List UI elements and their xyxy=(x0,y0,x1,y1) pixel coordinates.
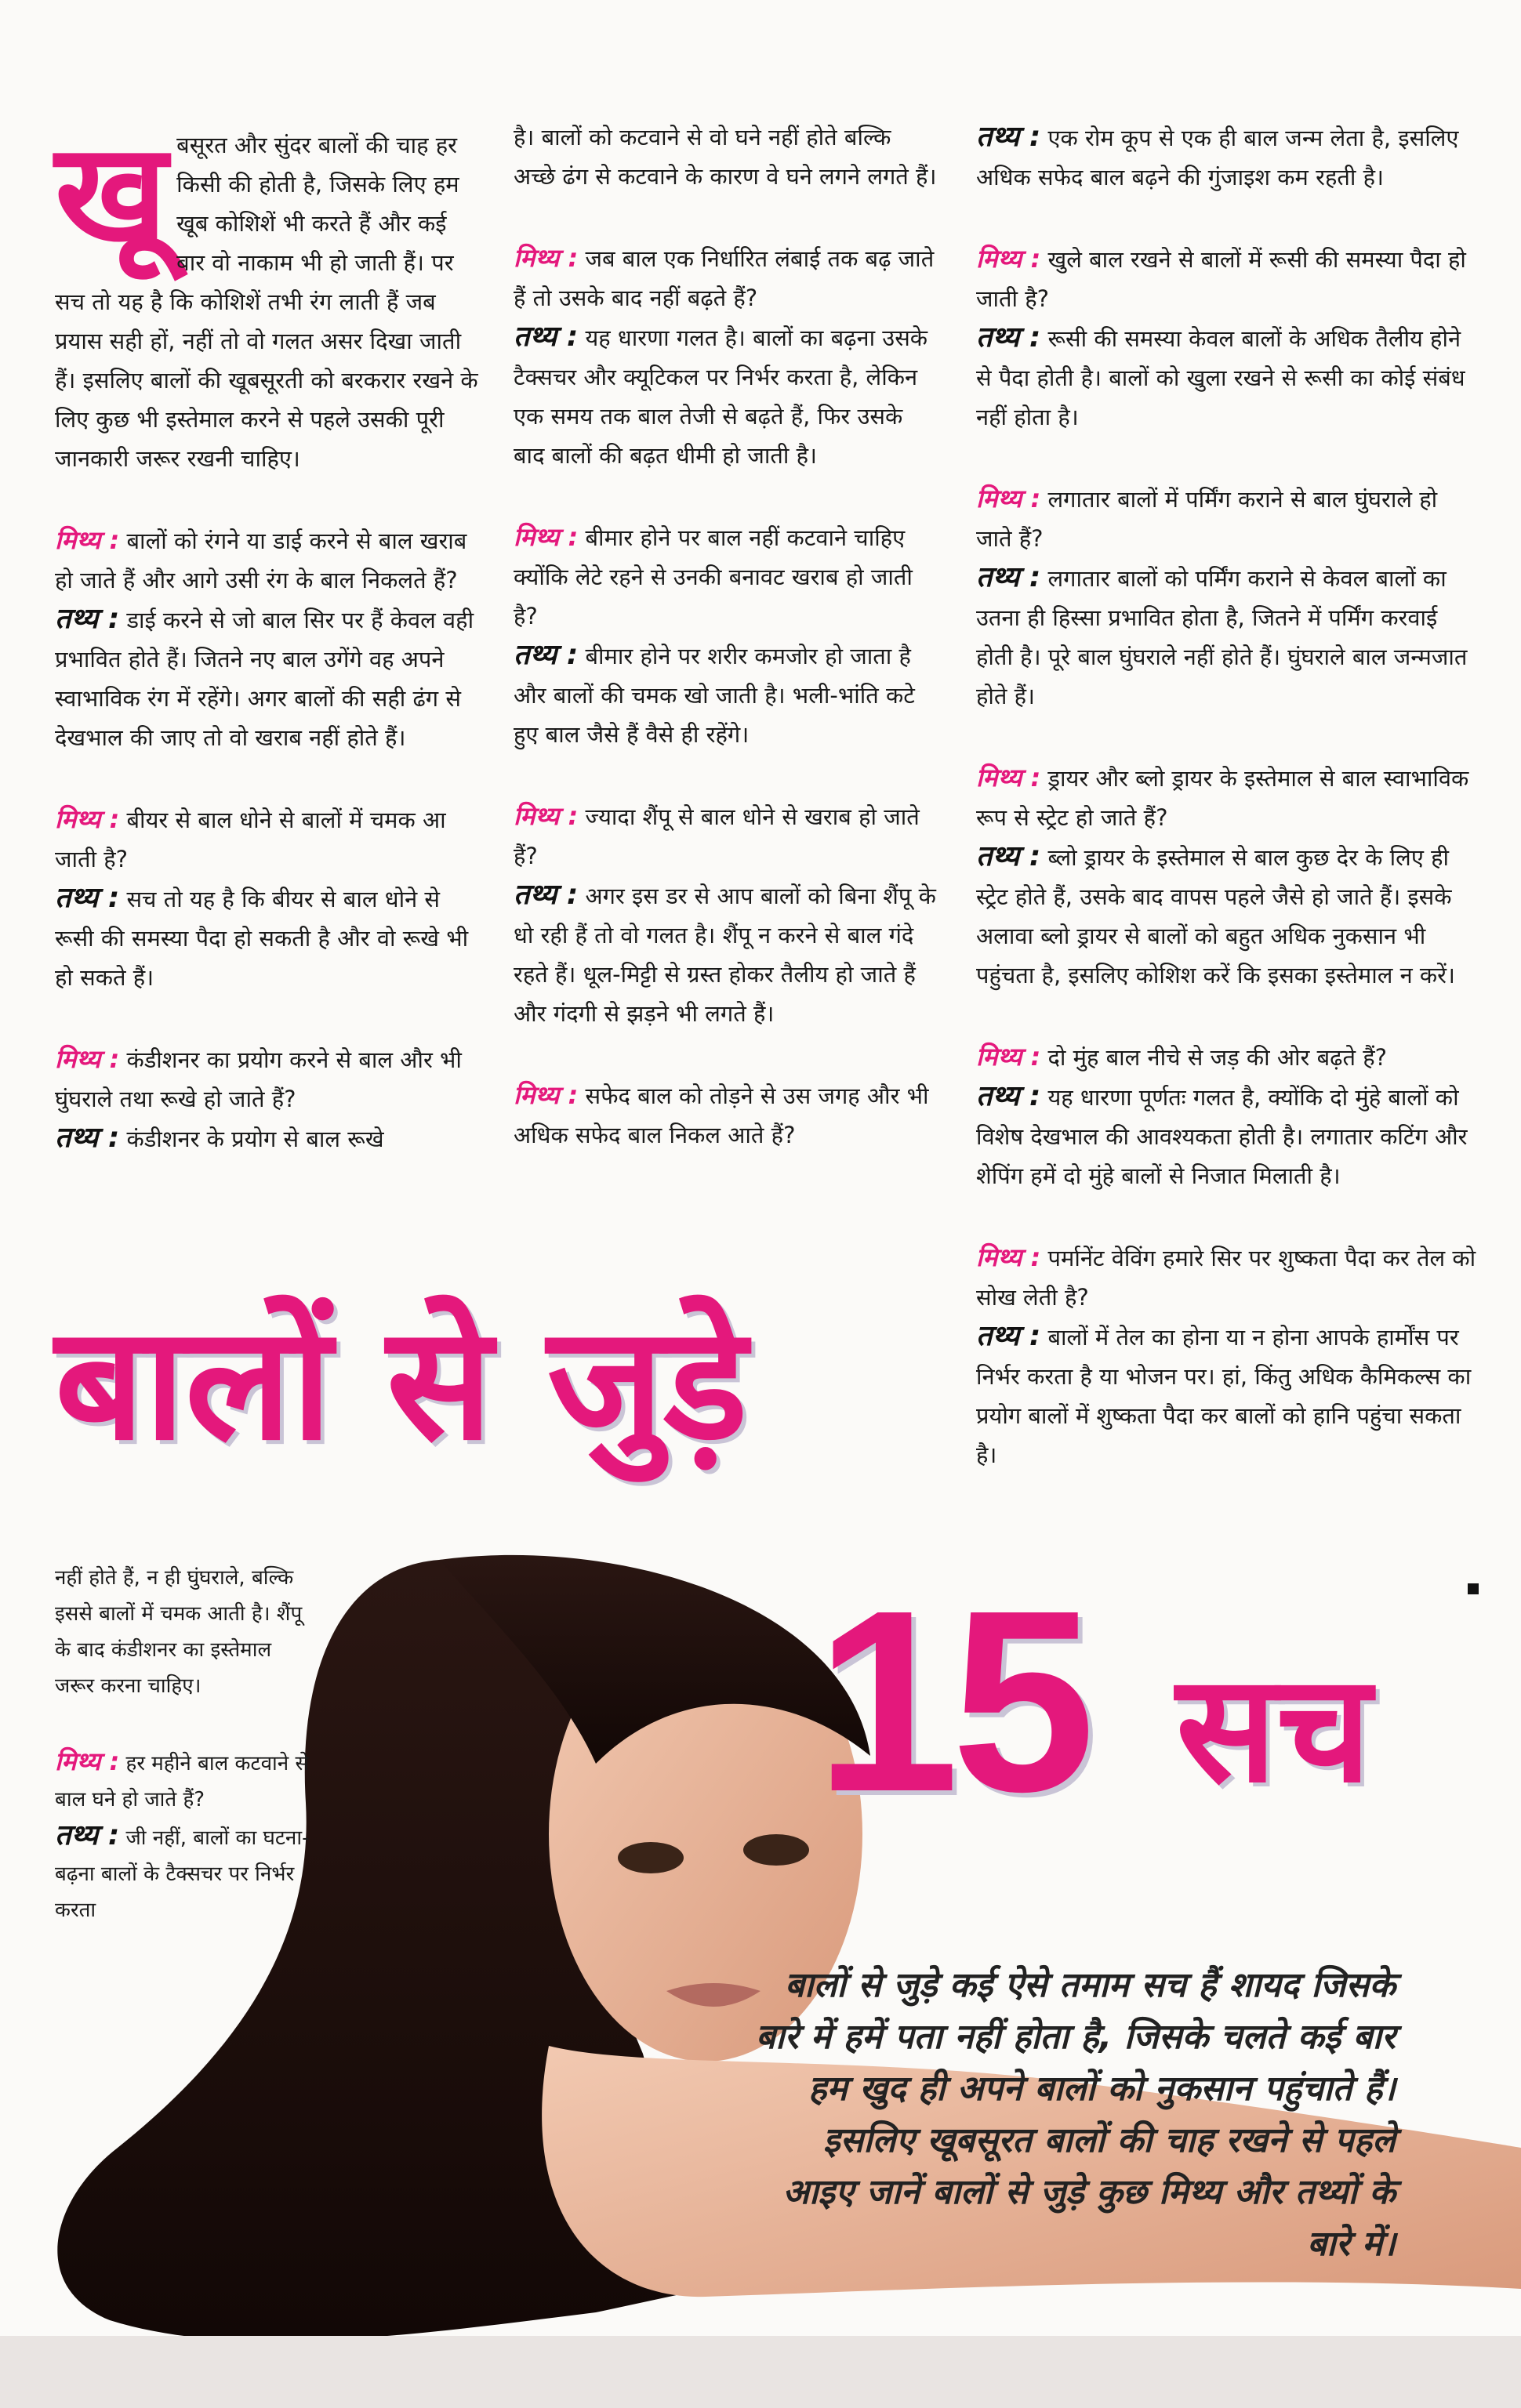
myth-label: मिथ्य : xyxy=(976,244,1041,274)
fact-text: बालों में तेल का होना या न होना आपके हार्मोंस पर निर्भर करता है या भोजन पर। हां, किंतु अधिक कैमिकल्स का प्रयोग बालों में शुष्कता पैदा कर बालों को हानि पहुंचा सकता है। xyxy=(976,1324,1472,1468)
fact-text: यह धारणा पूर्णतः गलत है, क्योंकि दो मुंहे बालों को विशेष देखभाल की आवश्यकता होती है। लगातार कटिंग और शेपिंग हमें दो मुंहे बालों से निजात मिलाती है। xyxy=(976,1084,1468,1189)
decorative-dot xyxy=(1468,1583,1479,1594)
continuation-text: है। बालों को कटवाने से वो घने नहीं होते बल्कि अच्छे ढंग से कटवाने के कारण वे घने लगने लगते हैं। xyxy=(514,124,937,190)
myth-label: मिथ्य : xyxy=(514,1080,579,1110)
myth-label: मिथ्य : xyxy=(55,525,120,555)
left-column-text xyxy=(55,1560,314,1967)
myth-fact-item xyxy=(976,758,1478,995)
fact-text: यह धारणा गलत है। बालों का बढ़ना उसके टैक्सचर और क्यूटिकल पर निर्भर करता है, लेकिन एक समय तक बाल तेजी से बढ़ते हैं, फिर उसके बाद बालों की बढ़त धीमी हो जाती है। xyxy=(514,325,928,469)
myth-text: पर्मानेंट वेविंग हमारे सिर पर शुष्कता पैदा कर तेल को सोख लेती है? xyxy=(976,1245,1476,1311)
myth-text: बीयर से बाल धोने से बालों में चमक आ जाती है? xyxy=(55,807,446,872)
myth-label: मिथ्य : xyxy=(514,522,579,552)
myth-text: दो मुंह बाल नीचे से जड़ की ओर बढ़ते हैं? xyxy=(1047,1044,1388,1071)
intro-text: बसूरत और सुंदर बालों की चाह हर किसी की होती है, जिसके लिए हम खूब कोशिशें भी करते हैं और कई बार वो नाकाम भी हो जाती हैं। पर सच तो यह है कि कोशिशें तभी रंग लाती हैं जब प्रयास सही हों, नहीं तो वो गलत असर दिखा जाती हैं। इसलिए बालों की खूबसूरती को बरकरार रखने के लिए कुछ भी इस्तेमाल करने से पहले उसकी पूरी जानकारी जरूर रखनी चाहिए। xyxy=(55,132,478,472)
myth-fact-item xyxy=(55,1039,478,1159)
fact-label: तथ्य : xyxy=(976,1320,1041,1352)
fact-label: तथ्य : xyxy=(55,882,120,914)
myth-label: मिथ्य : xyxy=(55,1746,120,1776)
continuation-text: नहीं होते हैं, न ही घुंघराले, बल्कि इससे बालों में चमक आती है। शैंपू के बाद कंडीशनर का इस्तेमाल जरूर करना चाहिए। xyxy=(55,1566,303,1698)
fact-label: तथ्य : xyxy=(514,639,579,671)
headline-end: सच xyxy=(1176,1641,1372,1815)
myth-fact-item xyxy=(514,238,937,475)
fact-text: कंडीशनर के प्रयोग से बाल रूखे xyxy=(126,1126,384,1152)
fact-label: तथ्य : xyxy=(976,840,1041,872)
myth-fact-item xyxy=(55,520,478,757)
fact-text: सच तो यह है कि बीयर से बाल धोने से रूसी की समस्या पैदा हो सकती है और वो रूखे भी हो सकते हैं। xyxy=(55,886,469,991)
myth-text: बीमार होने पर बाल नहीं कटवाने चाहिए क्योंकि लेटे रहने से उनकी बनावट खराब हो जाती है? xyxy=(514,524,913,629)
myth-text: कंडीशनर का प्रयोग करने से बाल और भी घुंघराले तथा रूखे हो जाते हैं? xyxy=(55,1046,462,1112)
fact-label: तथ्य : xyxy=(976,1080,1041,1112)
fact-text: डाई करने से जो बाल सिर पर हैं केवल वही प्रभावित होते हैं। जितने नए बाल उगेंगे वह अपने स्वाभाविक रंग में रहेंगे। अगर बालों की सही ढंग से देखभाल की जाए तो वो खराब नहीं होते हैं। xyxy=(55,607,474,751)
myth-text: बालों को रंगने या डाई करने से बाल खराब हो जाते हैं और आगे उसी रंग के बाल निकलते हैं? xyxy=(55,528,467,593)
myth-fact-item xyxy=(976,479,1478,716)
myth-fact-item xyxy=(55,800,478,997)
myth-text: ड्रायर और ब्लो ड्रायर के इस्तेमाल से बाल स्वाभाविक रूप से स्ट्रेट हो जाते हैं? xyxy=(976,765,1469,831)
myth-text: हर महीने बाल कटवाने से बाल घने हो जाते हैं? xyxy=(55,1752,310,1811)
myth-text: खुले बाल रखने से बालों में रूसी की समस्या पैदा हो जाती है? xyxy=(976,246,1466,312)
myth-label: मिथ्य : xyxy=(976,1042,1041,1072)
fact-label: तथ्य : xyxy=(976,561,1041,593)
myth-label: मिथ्य : xyxy=(976,1242,1041,1272)
myth-label: मिथ्य : xyxy=(976,484,1041,513)
myth-fact-item xyxy=(514,517,937,754)
myth-fact-item xyxy=(514,1075,937,1155)
fact-text: एक रोम कूप से एक ही बाल जन्म लेता है, इसलिए अधिक सफेद बाल बढ़ने की गुंजाइश कम रहती है। xyxy=(976,125,1459,190)
fact-text: रूसी की समस्या केवल बालों के अधिक तैलीय होने से पैदा होती है। बालों को खुला रखने से रूसी का कोई संबंध नहीं होता है। xyxy=(976,325,1465,430)
fact-text: ब्लो ड्रायर के इस्तेमाल से बाल कुछ देर के लिए ही स्ट्रेट होते हैं, उसके बाद वापस पहले जैसे हो जाते हैं। इसके अलावा ब्लो ड्रायर से बालों को बहुत अधिक नुकसान भी पहुंचता है, इसलिए कोशिश करें कि इसका इस्तेमाल न करें। xyxy=(976,844,1456,988)
myth-label: मिथ्य : xyxy=(55,1044,120,1074)
fact-text: बीमार होने पर शरीर कमजोर हो जाता है और बालों की चमक खो जाती है। भली-भांति कटे हुए बाल जैसे हैं वैसे ही रहेंगे। xyxy=(514,643,915,748)
myth-text: ज्यादा शैंपू से बाल धोने से खराब हो जाते हैं? xyxy=(514,803,920,869)
fact-label: तथ्य : xyxy=(976,121,1041,153)
headline: बालों से जुड़े xyxy=(55,1291,748,1475)
column-3 xyxy=(976,118,1478,1517)
fact-label: तथ्य : xyxy=(55,1122,120,1154)
fact-label: तथ्य : xyxy=(514,321,579,353)
fact-text: लगातार बालों को पर्मिंग कराने से केवल बालों का उतना ही हिस्सा प्रभावित होता है, जितने में पर्मिंग करवाई होती है। पूरे बाल घुंघराले नहीं होते हैं। घुंघराले बाल जन्मजात होते हैं। xyxy=(976,565,1468,709)
fact-label: तथ्य : xyxy=(55,603,120,635)
fact-label: तथ्य : xyxy=(976,321,1041,354)
myth-fact-item xyxy=(514,796,937,1033)
myth-text: सफेद बाल को तोड़ने से उस जगह और भी अधिक सफेद बाल निकल आते हैं? xyxy=(514,1083,929,1148)
column-2 xyxy=(514,118,937,1197)
myth-label: मिथ्य : xyxy=(55,804,120,834)
myth-fact-item xyxy=(976,1238,1478,1474)
myth-text: लगातार बालों में पर्मिंग कराने से बाल घुंघराले हो जाते हैं? xyxy=(976,486,1438,552)
standfirst: बालों से जुड़े कई ऐसे तमाम सच हैं शायद जिसके बारे में हमें पता नहीं होता है, जिसके चलते कई बार हम खुद ही अपने बालों को नुकसान पहुंचाते हैं। इसलिए खूबसूरत बालों की चाह रखने से पहले आइए जानें बालों से जुड़े कुछ मिथ्य और तथ्यों के बारे में। xyxy=(756,1965,1396,2264)
myth-fact-item xyxy=(976,239,1478,437)
intro-paragraph xyxy=(55,113,478,478)
myth-fact-item xyxy=(55,1743,314,1928)
myth-label: मिथ्य : xyxy=(514,243,579,273)
myth-fact-item xyxy=(976,1037,1478,1195)
column-1 xyxy=(55,113,478,1201)
headline-number: 15 xyxy=(815,1556,1088,1845)
fact-text: जी नहीं, बालों का घटना-बढ़ना बालों के टैक्सचर पर निर्भर करता xyxy=(55,1826,310,1922)
myth-label: मिथ्य : xyxy=(514,801,579,831)
fact-label: तथ्य : xyxy=(514,879,579,911)
dropcap: खू xyxy=(55,113,163,274)
continuation-text xyxy=(976,118,1478,197)
fact-label: तथ्य : xyxy=(55,1819,120,1851)
fact-text: अगर इस डर से आप बालों को बिना शैंपू के धो रही हैं तो वो गलत है। शैंपू न करने से बाल गंदे रहते हैं। धूल-मिट्टी से ग्रस्त होकर तैलीय हो जाते हैं और गंदगी से झड़ने भी लगते हैं। xyxy=(514,883,936,1027)
myth-label: मिथ्य : xyxy=(976,763,1041,792)
myth-text: जब बाल एक निर्धारित लंबाई तक बढ़ जाते हैं तो उसके बाद नहीं बढ़ते हैं? xyxy=(514,245,935,311)
